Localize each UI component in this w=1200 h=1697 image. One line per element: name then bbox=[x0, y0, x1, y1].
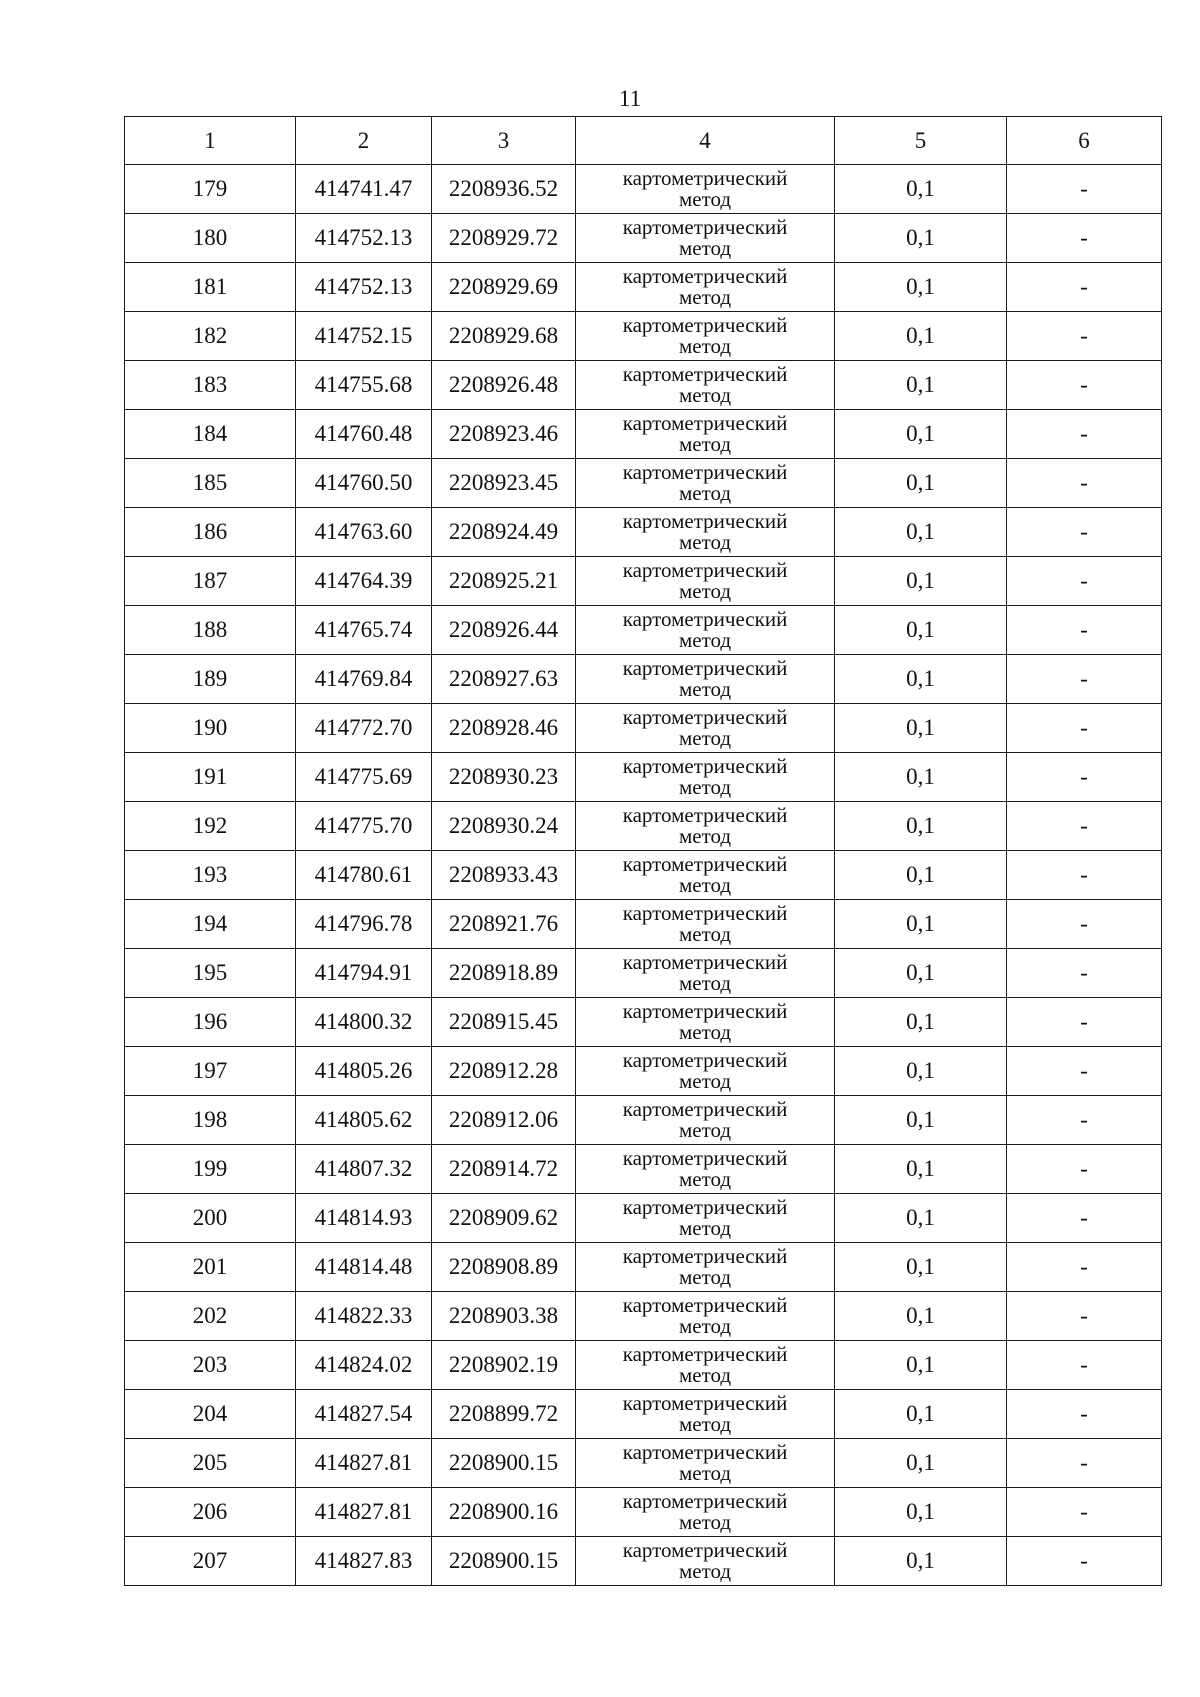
description-cell: - bbox=[1007, 1194, 1162, 1243]
method-line-2: метод bbox=[678, 1461, 732, 1485]
x-coordinate-cell: 414814.48 bbox=[296, 1243, 432, 1292]
description-cell: - bbox=[1007, 1390, 1162, 1439]
table-row bbox=[125, 1439, 1162, 1488]
description-cell: - bbox=[1007, 704, 1162, 753]
x-coordinate-cell: 414775.70 bbox=[296, 802, 432, 851]
method-line-2: метод bbox=[678, 187, 732, 211]
method-cell bbox=[576, 1390, 835, 1439]
description-cell: - bbox=[1007, 557, 1162, 606]
header-cell-6: 6 bbox=[1007, 117, 1162, 165]
x-coordinate-cell: 414772.70 bbox=[296, 704, 432, 753]
table-row bbox=[125, 557, 1162, 606]
method-line-1: картометрический bbox=[622, 1538, 788, 1562]
y-coordinate-cell: 2208899.72 bbox=[432, 1390, 576, 1439]
y-coordinate-cell: 2208936.52 bbox=[432, 165, 576, 214]
precision-cell: 0,1 bbox=[835, 1439, 1007, 1488]
description-cell: - bbox=[1007, 998, 1162, 1047]
method-cell bbox=[576, 557, 835, 606]
point-number-cell: 182 bbox=[125, 312, 296, 361]
table-row bbox=[125, 949, 1162, 998]
method-cell bbox=[576, 1537, 835, 1586]
description-cell: - bbox=[1007, 508, 1162, 557]
description-cell: - bbox=[1007, 165, 1162, 214]
table-row bbox=[125, 459, 1162, 508]
y-coordinate-cell: 2208929.68 bbox=[432, 312, 576, 361]
point-number-cell: 204 bbox=[125, 1390, 296, 1439]
x-coordinate-cell: 414763.60 bbox=[296, 508, 432, 557]
x-coordinate-cell: 414752.13 bbox=[296, 263, 432, 312]
table-row bbox=[125, 263, 1162, 312]
method-cell bbox=[576, 1292, 835, 1341]
y-coordinate-cell: 2208914.72 bbox=[432, 1145, 576, 1194]
y-coordinate-cell: 2208915.45 bbox=[432, 998, 576, 1047]
point-number-cell: 203 bbox=[125, 1341, 296, 1390]
table-row bbox=[125, 802, 1162, 851]
method-line-1: картометрический bbox=[622, 509, 788, 533]
x-coordinate-cell: 414752.13 bbox=[296, 214, 432, 263]
precision-cell: 0,1 bbox=[835, 949, 1007, 998]
point-number-cell: 199 bbox=[125, 1145, 296, 1194]
method-line-1: картометрический bbox=[622, 1489, 788, 1513]
description-cell: - bbox=[1007, 753, 1162, 802]
table-row bbox=[125, 606, 1162, 655]
point-number-cell: 193 bbox=[125, 851, 296, 900]
method-line-2: метод bbox=[678, 1510, 732, 1534]
method-line-1: картометрический bbox=[622, 705, 788, 729]
method-line-2: метод bbox=[678, 922, 732, 946]
method-line-2: метод bbox=[678, 1167, 732, 1191]
y-coordinate-cell: 2208929.69 bbox=[432, 263, 576, 312]
description-cell: - bbox=[1007, 851, 1162, 900]
method-cell bbox=[576, 312, 835, 361]
method-cell bbox=[576, 655, 835, 704]
precision-cell: 0,1 bbox=[835, 1096, 1007, 1145]
y-coordinate-cell: 2208908.89 bbox=[432, 1243, 576, 1292]
table-row bbox=[125, 1488, 1162, 1537]
x-coordinate-cell: 414805.26 bbox=[296, 1047, 432, 1096]
method-cell bbox=[576, 1047, 835, 1096]
method-line-2: метод bbox=[678, 579, 732, 603]
point-number-cell: 185 bbox=[125, 459, 296, 508]
method-line-2: метод bbox=[678, 873, 732, 897]
x-coordinate-cell: 414822.33 bbox=[296, 1292, 432, 1341]
precision-cell: 0,1 bbox=[835, 1145, 1007, 1194]
method-cell bbox=[576, 606, 835, 655]
point-number-cell: 198 bbox=[125, 1096, 296, 1145]
precision-cell: 0,1 bbox=[835, 606, 1007, 655]
table-row bbox=[125, 165, 1162, 214]
table-row bbox=[125, 900, 1162, 949]
method-line-2: метод bbox=[678, 677, 732, 701]
precision-cell: 0,1 bbox=[835, 459, 1007, 508]
method-line-2: метод bbox=[678, 432, 732, 456]
table-row bbox=[125, 655, 1162, 704]
point-number-cell: 197 bbox=[125, 1047, 296, 1096]
x-coordinate-cell: 414775.69 bbox=[296, 753, 432, 802]
description-cell: - bbox=[1007, 263, 1162, 312]
description-cell: - bbox=[1007, 949, 1162, 998]
description-cell: - bbox=[1007, 1341, 1162, 1390]
point-number-cell: 188 bbox=[125, 606, 296, 655]
header-cell-5: 5 bbox=[835, 117, 1007, 165]
method-cell bbox=[576, 263, 835, 312]
method-line-2: метод bbox=[678, 1314, 732, 1338]
table-row bbox=[125, 1047, 1162, 1096]
description-cell: - bbox=[1007, 214, 1162, 263]
point-number-cell: 183 bbox=[125, 361, 296, 410]
table-row bbox=[125, 1341, 1162, 1390]
method-cell bbox=[576, 165, 835, 214]
point-number-cell: 206 bbox=[125, 1488, 296, 1537]
description-cell: - bbox=[1007, 312, 1162, 361]
y-coordinate-cell: 2208930.24 bbox=[432, 802, 576, 851]
precision-cell: 0,1 bbox=[835, 1537, 1007, 1586]
x-coordinate-cell: 414827.81 bbox=[296, 1488, 432, 1537]
method-cell bbox=[576, 1194, 835, 1243]
y-coordinate-cell: 2208926.44 bbox=[432, 606, 576, 655]
header-row bbox=[125, 117, 1162, 165]
y-coordinate-cell: 2208902.19 bbox=[432, 1341, 576, 1390]
method-line-2: метод bbox=[678, 726, 732, 750]
method-cell bbox=[576, 949, 835, 998]
y-coordinate-cell: 2208900.15 bbox=[432, 1439, 576, 1488]
method-line-1: картометрический bbox=[622, 999, 788, 1023]
precision-cell: 0,1 bbox=[835, 312, 1007, 361]
description-cell: - bbox=[1007, 1439, 1162, 1488]
precision-cell: 0,1 bbox=[835, 165, 1007, 214]
method-cell bbox=[576, 704, 835, 753]
table-row bbox=[125, 1096, 1162, 1145]
precision-cell: 0,1 bbox=[835, 998, 1007, 1047]
x-coordinate-cell: 414752.15 bbox=[296, 312, 432, 361]
y-coordinate-cell: 2208900.16 bbox=[432, 1488, 576, 1537]
method-cell bbox=[576, 410, 835, 459]
table-body bbox=[125, 165, 1162, 1586]
header-cell-1: 1 bbox=[125, 117, 296, 165]
x-coordinate-cell: 414814.93 bbox=[296, 1194, 432, 1243]
x-coordinate-cell: 414769.84 bbox=[296, 655, 432, 704]
method-line-2: метод bbox=[678, 383, 732, 407]
method-line-2: метод bbox=[678, 1265, 732, 1289]
point-number-cell: 200 bbox=[125, 1194, 296, 1243]
point-number-cell: 201 bbox=[125, 1243, 296, 1292]
method-line-1: картометрический bbox=[622, 950, 788, 974]
point-number-cell: 180 bbox=[125, 214, 296, 263]
precision-cell: 0,1 bbox=[835, 410, 1007, 459]
point-number-cell: 202 bbox=[125, 1292, 296, 1341]
method-line-1: картометрический bbox=[622, 1391, 788, 1415]
precision-cell: 0,1 bbox=[835, 1292, 1007, 1341]
method-line-1: картометрический bbox=[622, 166, 788, 190]
method-line-2: метод bbox=[678, 530, 732, 554]
y-coordinate-cell: 2208929.72 bbox=[432, 214, 576, 263]
header-cell-4: 4 bbox=[576, 117, 835, 165]
description-cell: - bbox=[1007, 361, 1162, 410]
method-line-1: картометрический bbox=[622, 460, 788, 484]
point-number-cell: 194 bbox=[125, 900, 296, 949]
description-cell: - bbox=[1007, 655, 1162, 704]
method-cell bbox=[576, 1439, 835, 1488]
method-line-1: картометрический bbox=[622, 1048, 788, 1072]
method-line-1: картометрический bbox=[622, 852, 788, 876]
description-cell: - bbox=[1007, 410, 1162, 459]
description-cell: - bbox=[1007, 900, 1162, 949]
description-cell: - bbox=[1007, 1096, 1162, 1145]
x-coordinate-cell: 414807.32 bbox=[296, 1145, 432, 1194]
method-cell bbox=[576, 508, 835, 557]
point-number-cell: 207 bbox=[125, 1537, 296, 1586]
x-coordinate-cell: 414780.61 bbox=[296, 851, 432, 900]
table-row bbox=[125, 753, 1162, 802]
method-cell bbox=[576, 1341, 835, 1390]
point-number-cell: 184 bbox=[125, 410, 296, 459]
x-coordinate-cell: 414764.39 bbox=[296, 557, 432, 606]
y-coordinate-cell: 2208900.15 bbox=[432, 1537, 576, 1586]
x-coordinate-cell: 414741.47 bbox=[296, 165, 432, 214]
table-row bbox=[125, 312, 1162, 361]
point-number-cell: 187 bbox=[125, 557, 296, 606]
description-cell: - bbox=[1007, 459, 1162, 508]
point-number-cell: 195 bbox=[125, 949, 296, 998]
point-number-cell: 190 bbox=[125, 704, 296, 753]
method-cell bbox=[576, 214, 835, 263]
table-row bbox=[125, 851, 1162, 900]
method-line-2: метод bbox=[678, 1412, 732, 1436]
header-cell-3: 3 bbox=[432, 117, 576, 165]
point-number-cell: 196 bbox=[125, 998, 296, 1047]
method-cell bbox=[576, 1243, 835, 1292]
precision-cell: 0,1 bbox=[835, 704, 1007, 753]
x-coordinate-cell: 414760.48 bbox=[296, 410, 432, 459]
method-line-1: картометрический bbox=[622, 558, 788, 582]
x-coordinate-cell: 414805.62 bbox=[296, 1096, 432, 1145]
table-row bbox=[125, 1145, 1162, 1194]
precision-cell: 0,1 bbox=[835, 1341, 1007, 1390]
y-coordinate-cell: 2208918.89 bbox=[432, 949, 576, 998]
method-line-2: метод bbox=[678, 775, 732, 799]
method-line-2: метод bbox=[678, 1559, 732, 1583]
method-line-1: картометрический bbox=[622, 607, 788, 631]
description-cell: - bbox=[1007, 802, 1162, 851]
x-coordinate-cell: 414824.02 bbox=[296, 1341, 432, 1390]
method-line-2: метод bbox=[678, 481, 732, 505]
header-cell-2: 2 bbox=[296, 117, 432, 165]
method-line-1: картометрический bbox=[622, 313, 788, 337]
method-line-1: картометрический bbox=[622, 1342, 788, 1366]
table-row bbox=[125, 1292, 1162, 1341]
precision-cell: 0,1 bbox=[835, 900, 1007, 949]
x-coordinate-cell: 414800.32 bbox=[296, 998, 432, 1047]
method-cell bbox=[576, 753, 835, 802]
y-coordinate-cell: 2208927.63 bbox=[432, 655, 576, 704]
method-line-1: картометрический bbox=[622, 656, 788, 680]
method-line-1: картометрический bbox=[622, 1097, 788, 1121]
method-line-2: метод bbox=[678, 1216, 732, 1240]
point-number-cell: 192 bbox=[125, 802, 296, 851]
x-coordinate-cell: 414827.83 bbox=[296, 1537, 432, 1586]
x-coordinate-cell: 414755.68 bbox=[296, 361, 432, 410]
x-coordinate-cell: 414827.54 bbox=[296, 1390, 432, 1439]
table-row bbox=[125, 361, 1162, 410]
method-line-2: метод bbox=[678, 285, 732, 309]
method-line-2: метод bbox=[678, 334, 732, 358]
point-number-cell: 186 bbox=[125, 508, 296, 557]
y-coordinate-cell: 2208909.62 bbox=[432, 1194, 576, 1243]
y-coordinate-cell: 2208924.49 bbox=[432, 508, 576, 557]
description-cell: - bbox=[1007, 1145, 1162, 1194]
method-line-1: картометрический bbox=[622, 264, 788, 288]
method-cell bbox=[576, 361, 835, 410]
coordinates-table bbox=[124, 116, 1162, 1586]
method-line-2: метод bbox=[678, 1118, 732, 1142]
table-row bbox=[125, 214, 1162, 263]
x-coordinate-cell: 414827.81 bbox=[296, 1439, 432, 1488]
description-cell: - bbox=[1007, 1243, 1162, 1292]
method-line-2: метод bbox=[678, 824, 732, 848]
y-coordinate-cell: 2208933.43 bbox=[432, 851, 576, 900]
method-cell bbox=[576, 802, 835, 851]
precision-cell: 0,1 bbox=[835, 1243, 1007, 1292]
method-line-1: картометрический bbox=[622, 1195, 788, 1219]
method-line-2: метод bbox=[678, 1020, 732, 1044]
precision-cell: 0,1 bbox=[835, 753, 1007, 802]
method-line-2: метод bbox=[678, 1363, 732, 1387]
method-line-2: метод bbox=[678, 971, 732, 995]
method-line-1: картометрический bbox=[622, 803, 788, 827]
description-cell: - bbox=[1007, 1292, 1162, 1341]
x-coordinate-cell: 414765.74 bbox=[296, 606, 432, 655]
y-coordinate-cell: 2208912.28 bbox=[432, 1047, 576, 1096]
method-cell bbox=[576, 459, 835, 508]
x-coordinate-cell: 414794.91 bbox=[296, 949, 432, 998]
table-row bbox=[125, 1537, 1162, 1586]
method-line-1: картометрический bbox=[622, 362, 788, 386]
method-line-1: картометрический bbox=[622, 215, 788, 239]
method-line-2: метод bbox=[678, 1069, 732, 1093]
point-number-cell: 189 bbox=[125, 655, 296, 704]
description-cell: - bbox=[1007, 1047, 1162, 1096]
precision-cell: 0,1 bbox=[835, 263, 1007, 312]
precision-cell: 0,1 bbox=[835, 802, 1007, 851]
method-line-1: картометрический bbox=[622, 1293, 788, 1317]
point-number-cell: 181 bbox=[125, 263, 296, 312]
precision-cell: 0,1 bbox=[835, 851, 1007, 900]
table-row bbox=[125, 704, 1162, 753]
point-number-cell: 191 bbox=[125, 753, 296, 802]
table-row bbox=[125, 998, 1162, 1047]
precision-cell: 0,1 bbox=[835, 508, 1007, 557]
precision-cell: 0,1 bbox=[835, 1047, 1007, 1096]
y-coordinate-cell: 2208925.21 bbox=[432, 557, 576, 606]
method-line-1: картометрический bbox=[622, 411, 788, 435]
method-line-1: картометрический bbox=[622, 1146, 788, 1170]
method-line-1: картометрический bbox=[622, 901, 788, 925]
precision-cell: 0,1 bbox=[835, 1390, 1007, 1439]
method-cell bbox=[576, 1096, 835, 1145]
table-row bbox=[125, 508, 1162, 557]
table-row bbox=[125, 410, 1162, 459]
y-coordinate-cell: 2208903.38 bbox=[432, 1292, 576, 1341]
y-coordinate-cell: 2208912.06 bbox=[432, 1096, 576, 1145]
method-cell bbox=[576, 851, 835, 900]
method-line-2: метод bbox=[678, 236, 732, 260]
method-line-2: метод bbox=[678, 628, 732, 652]
method-cell bbox=[576, 1488, 835, 1537]
y-coordinate-cell: 2208926.48 bbox=[432, 361, 576, 410]
precision-cell: 0,1 bbox=[835, 361, 1007, 410]
point-number-cell: 205 bbox=[125, 1439, 296, 1488]
method-cell bbox=[576, 998, 835, 1047]
table-row bbox=[125, 1243, 1162, 1292]
method-line-1: картометрический bbox=[622, 1244, 788, 1268]
y-coordinate-cell: 2208930.23 bbox=[432, 753, 576, 802]
method-line-1: картометрический bbox=[622, 754, 788, 778]
y-coordinate-cell: 2208928.46 bbox=[432, 704, 576, 753]
method-cell bbox=[576, 900, 835, 949]
table-row bbox=[125, 1194, 1162, 1243]
precision-cell: 0,1 bbox=[835, 655, 1007, 704]
method-line-1: картометрический bbox=[622, 1440, 788, 1464]
x-coordinate-cell: 414760.50 bbox=[296, 459, 432, 508]
method-cell bbox=[576, 1145, 835, 1194]
description-cell: - bbox=[1007, 606, 1162, 655]
description-cell: - bbox=[1007, 1537, 1162, 1586]
point-number-cell: 179 bbox=[125, 165, 296, 214]
y-coordinate-cell: 2208921.76 bbox=[432, 900, 576, 949]
x-coordinate-cell: 414796.78 bbox=[296, 900, 432, 949]
precision-cell: 0,1 bbox=[835, 557, 1007, 606]
y-coordinate-cell: 2208923.46 bbox=[432, 410, 576, 459]
y-coordinate-cell: 2208923.45 bbox=[432, 459, 576, 508]
precision-cell: 0,1 bbox=[835, 1194, 1007, 1243]
precision-cell: 0,1 bbox=[835, 214, 1007, 263]
description-cell: - bbox=[1007, 1488, 1162, 1537]
page-number: 11 bbox=[618, 86, 642, 111]
table-row bbox=[125, 1390, 1162, 1439]
precision-cell: 0,1 bbox=[835, 1488, 1007, 1537]
